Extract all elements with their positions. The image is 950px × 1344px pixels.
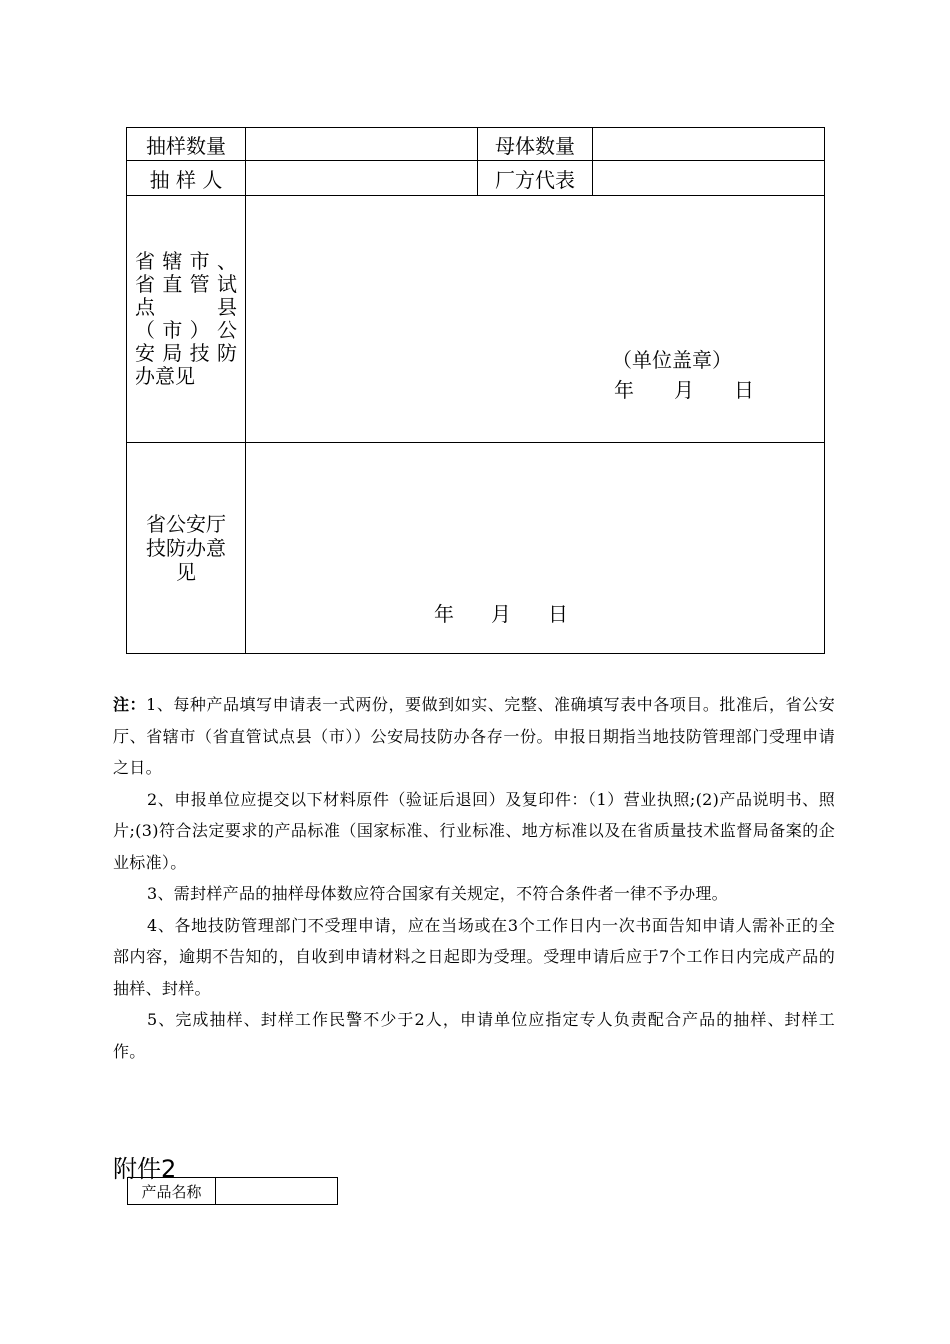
provincial-opinion-date bbox=[434, 598, 568, 627]
month-label: 月 bbox=[674, 378, 694, 402]
label-line: 安局技防 bbox=[135, 341, 237, 365]
local-opinion-field[interactable] bbox=[246, 196, 825, 443]
label-line: 见 bbox=[176, 560, 196, 584]
note-text: 1、每种产品填写申请表一式两份，要做到如实、完整、准确填写表中各项目。批准后，省公安厅、省辖市（省直管试点县（市））公安局技防办各存一份。申报日期指当地技防管理部门受理申请之日。 bbox=[113, 695, 835, 777]
notes-section bbox=[113, 689, 835, 1067]
sample-quantity-label: 抽样数量 bbox=[127, 128, 246, 161]
notes-prefix: 注： bbox=[113, 695, 147, 714]
population-quantity-label: 母体数量 bbox=[478, 128, 593, 161]
sampling-form-table bbox=[126, 127, 825, 654]
product-name-field[interactable] bbox=[216, 1178, 338, 1205]
label-line: 省直管试 bbox=[135, 272, 237, 296]
manufacturer-rep-label: 厂方代表 bbox=[478, 161, 593, 196]
population-quantity-field[interactable] bbox=[593, 128, 825, 161]
attachment-table bbox=[127, 1177, 338, 1205]
note-item: 3、需封样产品的抽样母体数应符合国家有关规定，不符合条件者一律不予办理。 bbox=[147, 884, 728, 903]
day-label: 日 bbox=[548, 602, 568, 626]
day-label: 日 bbox=[734, 378, 754, 402]
note-item bbox=[113, 689, 835, 784]
local-opinion-label bbox=[127, 196, 246, 443]
sampler-label: 抽 样 人 bbox=[127, 161, 246, 196]
local-opinion-date bbox=[614, 374, 754, 403]
month-label: 月 bbox=[491, 602, 511, 626]
sample-quantity-field[interactable] bbox=[246, 128, 478, 161]
product-name-label: 产品名称 bbox=[128, 1178, 216, 1205]
provincial-opinion-label bbox=[127, 443, 246, 654]
year-label: 年 bbox=[434, 602, 454, 626]
manufacturer-rep-field[interactable] bbox=[593, 161, 825, 196]
label-line: 省辖市、 bbox=[135, 249, 237, 273]
sampler-field[interactable] bbox=[246, 161, 478, 196]
note-item: 5、完成抽样、封样工作民警不少于2人，申请单位应指定专人负责配合产品的抽样、封样工作。 bbox=[113, 1010, 835, 1061]
label-line: （市）公 bbox=[135, 318, 237, 342]
unit-stamp-text: （单位盖章） bbox=[612, 348, 732, 372]
label-line: 省公安厅 bbox=[146, 512, 226, 536]
label-line: 技防办意 bbox=[146, 536, 226, 560]
provincial-opinion-field[interactable] bbox=[246, 443, 825, 654]
note-item: 4、各地技防管理部门不受理申请，应在当场或在3个工作日内一次书面告知申请人需补正的全部内容，逾期不告知的，自收到申请材料之日起即为受理。受理申请后应于7个工作日内完成产品的抽样、封样。 bbox=[113, 915, 835, 998]
year-label: 年 bbox=[614, 378, 634, 402]
note-item: 2、申报单位应提交以下材料原件（验证后退回）及复印件：（1）营业执照;(2)产品说明书、照片;(3)符合法定要求的产品标准（国家标准、行业标准、地方标准以及在省质量技术监督局备案的企业标准）。 bbox=[113, 789, 835, 872]
label-line: 办意见 bbox=[135, 364, 195, 388]
label-line: 点县 bbox=[135, 295, 237, 319]
attachment-title: 附件2 bbox=[113, 1155, 177, 1183]
